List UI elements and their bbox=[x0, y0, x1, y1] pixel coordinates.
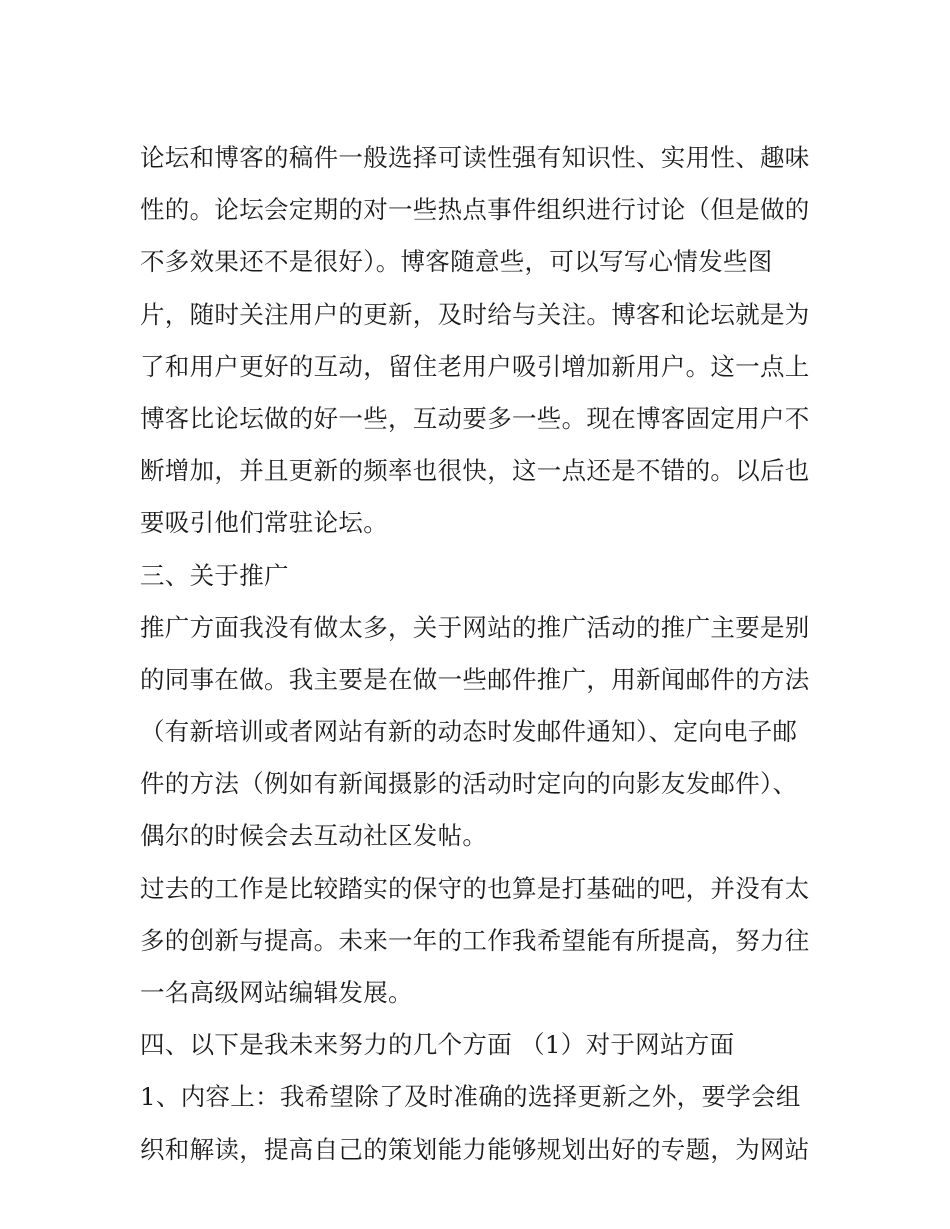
text-line: 一名高级网站编辑发展。 bbox=[140, 978, 413, 1007]
text-line: 的同事在做。我主要是在做一些邮件推广，用新闻邮件的方法 bbox=[140, 664, 810, 694]
document-body bbox=[140, 132, 820, 1176]
heading-line: 三、关于推广 bbox=[140, 560, 289, 590]
text-line: 要吸引他们常驻论坛。 bbox=[140, 508, 388, 538]
text-line: 片，随时关注用户的更新，及时给与关注。博客和论坛就是为 bbox=[140, 299, 810, 329]
text-line: （有新培训或者网站有新的动态时发邮件通知）、定向电子邮 bbox=[140, 717, 798, 747]
text-line: 断增加，并且更新的频率也很快，这一点还是不错的。以后也 bbox=[140, 456, 810, 486]
text-line: 不多效果还不是很好）。博客随意些，可以写写心情发些图 bbox=[140, 247, 773, 277]
text-line: 博客比论坛做的好一些，互动要多一些。现在博客固定用户不 bbox=[140, 403, 810, 433]
text-line: 件的方法（例如有新闻摄影的活动时定向的向影友发邮件）、 bbox=[140, 769, 798, 799]
text-line: 1、内容上：我希望除了及时准确的选择更新之外，要学会组 bbox=[140, 1082, 801, 1112]
paragraph-promotion bbox=[140, 602, 820, 863]
paragraph-summary bbox=[140, 863, 820, 1020]
text-line: 过去的工作是比较踏实的保守的也算是打基础的吧，并没有太 bbox=[140, 873, 810, 903]
heading-line: 四、以下是我未来努力的几个方面 （1）对于网站方面 bbox=[140, 1030, 735, 1060]
text-line: 推广方面我没有做太多，关于网站的推广活动的推广主要是别 bbox=[140, 612, 810, 642]
section-heading-promotion bbox=[140, 550, 820, 602]
text-line: 性的。论坛会定期的对一些热点事件组织进行讨论（但是做的 bbox=[140, 195, 810, 225]
section-heading-future bbox=[140, 1019, 820, 1071]
text-line: 偶尔的时候会去互动社区发帖。 bbox=[140, 821, 488, 851]
paragraph-forum-blog bbox=[140, 132, 820, 550]
text-line: 了和用户更好的互动，留住老用户吸引增加新用户。这一点上 bbox=[140, 351, 810, 381]
paragraph-content-plan bbox=[140, 1071, 820, 1175]
text-line: 多的创新与提高。未来一年的工作我希望能有所提高，努力往 bbox=[140, 925, 810, 955]
text-line: 织和解读，提高自己的策划能力能够规划出好的专题，为网站 bbox=[140, 1134, 810, 1164]
text-line: 论坛和博客的稿件一般选择可读性强有知识性、实用性、趣味 bbox=[140, 143, 810, 172]
